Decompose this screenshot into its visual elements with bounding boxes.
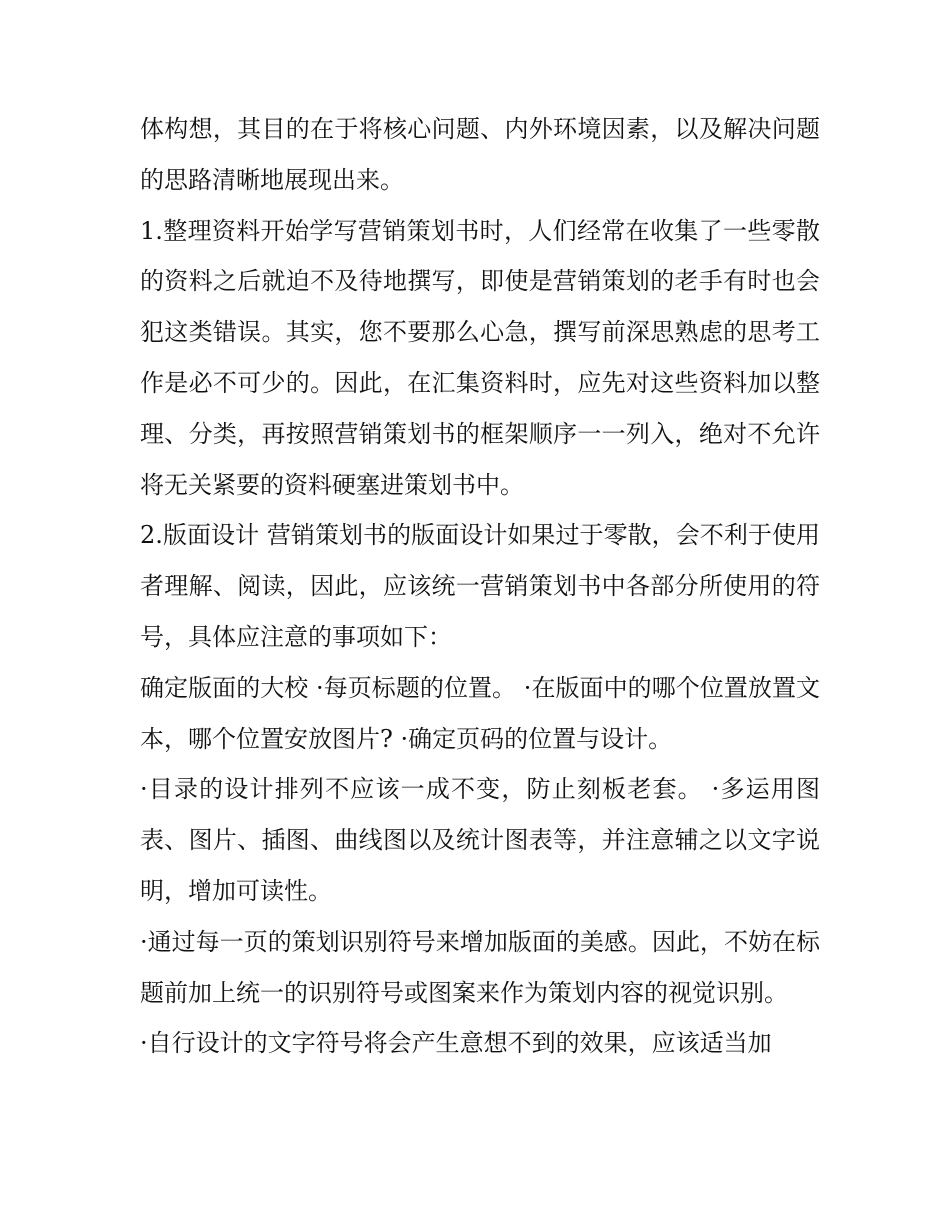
paragraph-intro-continuation: 体构想，其目的在于将核心问题、内外环境因素，以及解决问题的思路清晰地展现出来。: [140, 115, 820, 194]
paragraph-layout-design: 2.版面设计 营销策划书的版面设计如果过于零散，会不利于使用者理解、阅读，因此，应该统一营销策划书中各部分所使用的符号，具体应注意的事项如下：: [140, 521, 820, 651]
paragraph-identity-symbols: ·通过每一页的策划识别符号来增加版面的美感。因此，不妨在标题前加上统一的识别符号或图案来作为策划内容的视觉识别。: [140, 927, 820, 1007]
paragraph-toc-charts: ·目录的设计排列不应该一成不变，防止刻板老套。 ·多运用图表、图片、插图、曲线图以及统计图表等，并注意辅之以文字说明，增加可读性。: [140, 775, 820, 905]
body-text: [140, 104, 820, 1069]
paragraph-layout-items: 确定版面的大校 ·每页标题的位置。 ·在版面中的哪个位置放置文本，哪个位置安放图片? ·确定页码的位置与设计。: [140, 673, 820, 753]
paragraph-organize-materials: 1.整理资料开始学写营销策划书时，人们经常在收集了一些零散的资料之后就迫不及待地撰写，即使是营销策划的老手有时也会犯这类错误。其实，您不要那么心急，撰写前深思熟虑的思考工作是必不可少的。因此，在汇集资料时，应先对这些资料加以整理、分类，再按照营销策划书的框架顺序一一列入，绝对不允许将无关紧要的资料硬塞进策划书中。: [140, 216, 820, 499]
paragraph-custom-symbols: ·自行设计的文字符号将会产生意想不到的效果，应该适当加: [140, 1029, 772, 1058]
